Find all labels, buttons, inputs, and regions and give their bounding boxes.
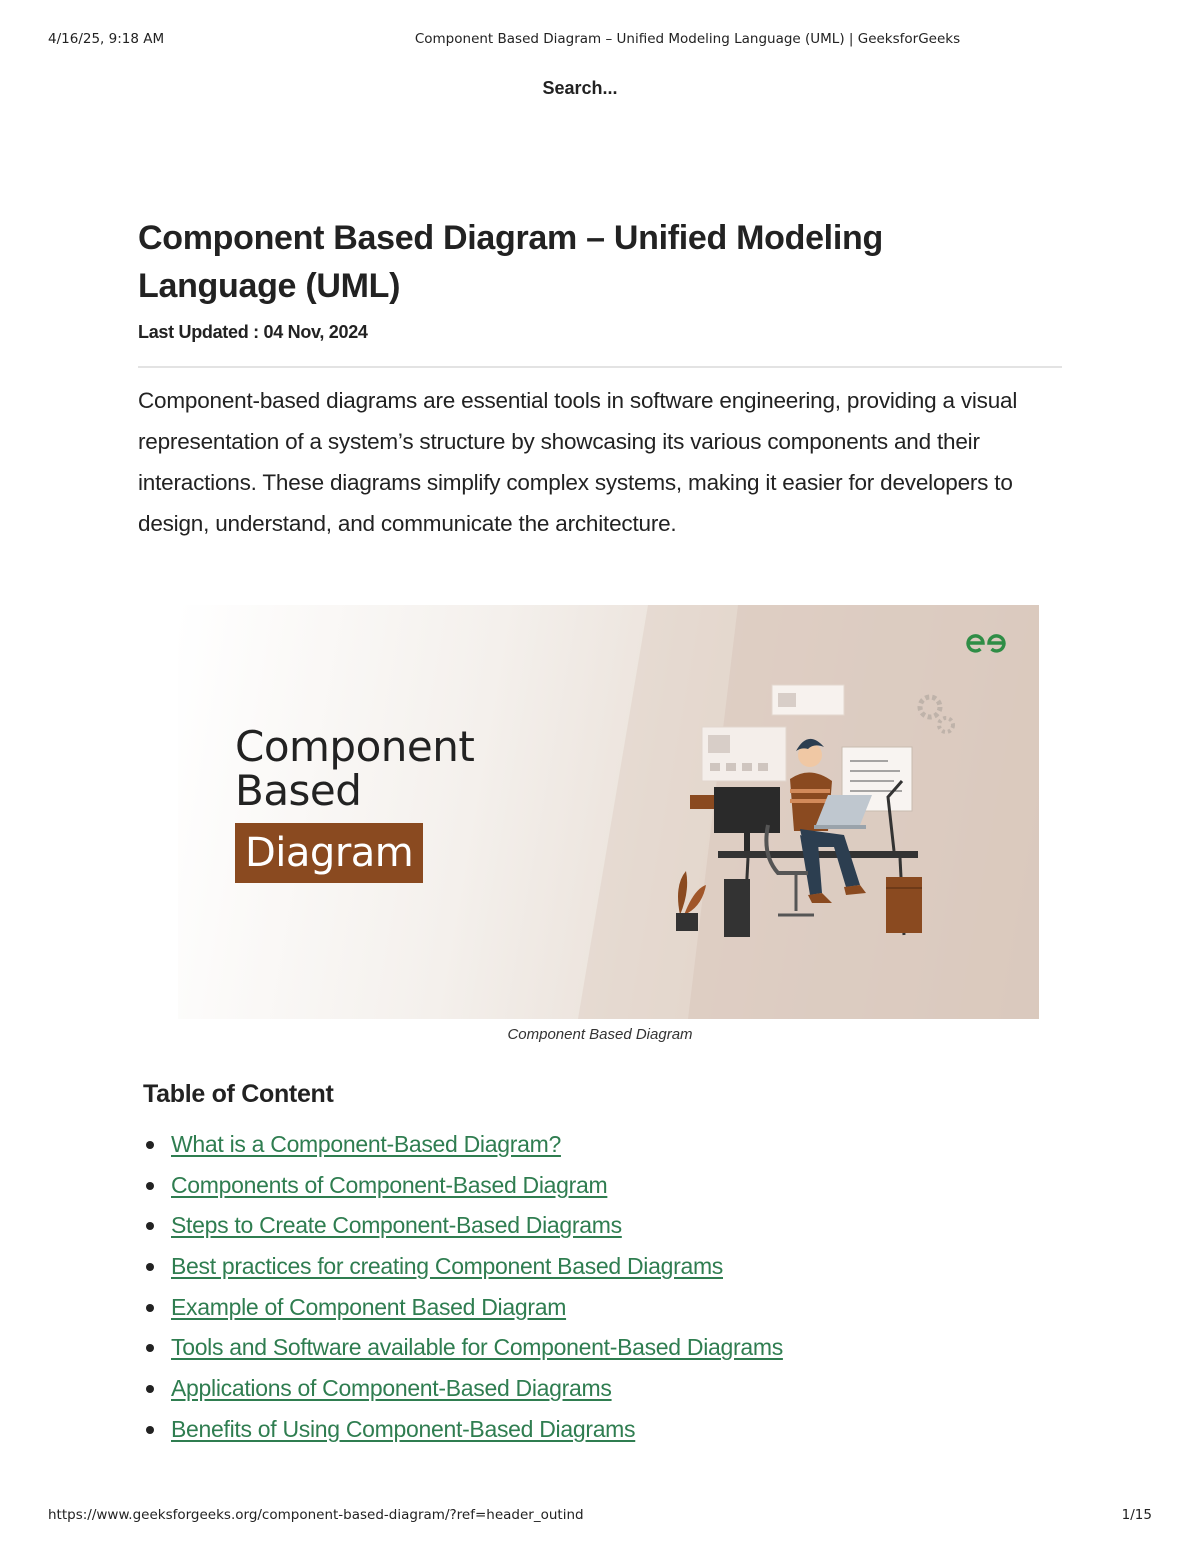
print-doc-title: Component Based Diagram – Unified Modeling Language (UML) | GeeksforGeeks [414,31,961,47]
bullet-icon [146,1182,154,1190]
toc-item [143,1165,783,1206]
toc-item [143,1287,783,1328]
bullet-icon [146,1263,154,1271]
banner-image [178,605,1039,1019]
bullet-icon [146,1141,154,1149]
divider [138,366,1062,368]
toc-link-steps[interactable]: Steps to Create Component-Based Diagrams [171,1212,622,1239]
toc-heading: Table of Content [143,1080,334,1108]
toc-item [143,1327,783,1368]
table-of-contents [143,1124,783,1450]
print-datetime: 4/16/25, 9:18 AM [48,31,165,47]
print-url: https://www.geeksforgeeks.org/component-based-diagram/?ref=header_outind [48,1507,584,1523]
print-header [0,31,1200,49]
toc-item [143,1409,783,1450]
banner-title [235,722,475,883]
bullet-icon [146,1222,154,1230]
figure-caption: Component Based Diagram [507,1026,693,1043]
toc-link-benefits[interactable]: Benefits of Using Component-Based Diagrams [171,1415,636,1442]
developer-illustration [668,675,1008,975]
search-link[interactable]: Search... [542,78,618,98]
toc-link-applications[interactable]: Applications of Component-Based Diagrams [171,1375,612,1402]
last-updated: Last Updated : 04 Nov, 2024 [138,322,368,342]
toc-item [143,1205,783,1246]
print-footer [0,1507,1200,1525]
banner-line-1: Component [235,722,475,771]
toc-link-components[interactable]: Components of Component-Based Diagram [171,1171,608,1198]
bullet-icon [146,1385,154,1393]
toc-item [143,1368,783,1409]
toc-item [143,1124,783,1165]
print-page-number: 1/15 [1121,1507,1152,1523]
bullet-icon [146,1304,154,1312]
page-title: Component Based Diagram – Unified Modeling Language (UML) [138,219,883,305]
banner-line-2: Based [235,766,362,815]
toc-link-best-practices[interactable]: Best practices for creating Component Based Diagrams [171,1253,723,1280]
toc-link-example[interactable]: Example of Component Based Diagram [171,1293,567,1320]
intro-paragraph: Component-based diagrams are essential tools in software engineering, providing a visual representation of a system’s structure by showcasing its various components and their interactions. These diagrams simplify complex systems, making it easier for developers to design, understand, and communicate the architecture. [138,388,1018,536]
gfg-logo-icon [964,631,1008,655]
toc-link-what-is[interactable]: What is a Component-Based Diagram? [171,1131,561,1157]
banner-line-3: Diagram [235,823,423,883]
toc-link-tools[interactable]: Tools and Software available for Component-Based Diagrams [171,1334,783,1361]
bullet-icon [146,1426,154,1434]
toc-item [143,1246,783,1287]
bullet-icon [146,1344,154,1352]
